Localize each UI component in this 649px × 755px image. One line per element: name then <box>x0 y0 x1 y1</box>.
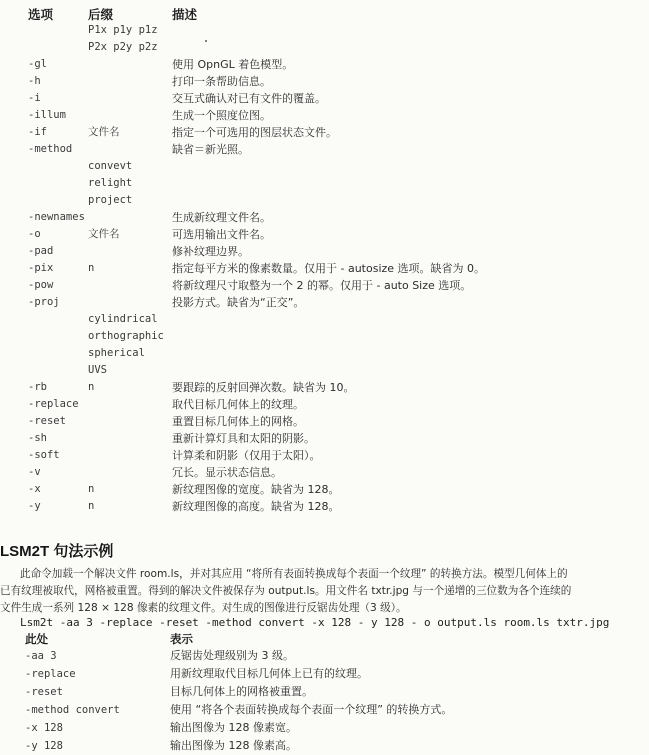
description-cell: 生成一个照度位图。 <box>172 109 271 122</box>
option-cell: -v <box>28 466 41 478</box>
table-row <box>0 39 649 56</box>
table-row <box>0 328 649 345</box>
table-row <box>0 107 649 124</box>
suffix-cell: 文件名 <box>88 126 120 138</box>
suffix-cell: n <box>88 262 95 274</box>
example-here-cell: -x 128 <box>25 722 63 734</box>
suffix-cell: n <box>88 381 95 393</box>
example-means-cell: 输出图像为 128 像素宽。 <box>170 721 297 734</box>
option-cell: -method <box>28 143 73 155</box>
description-cell: 要跟踪的反射回弹次数。缺省为 10。 <box>172 381 355 394</box>
table-row <box>0 175 649 192</box>
table-row <box>0 192 649 209</box>
option-cell: -reset <box>28 415 66 427</box>
paragraph-line-1: 此命令加载一个解决文件 room.ls，并对其应用 “将所有表面转换成每个表面一个纹理” 的转换方法。模型几何体上的 <box>20 568 568 580</box>
table-row <box>0 158 649 175</box>
example-means-cell: 使用 “将各个表面转换成每个表面一个纹理” 的转换方式。 <box>170 703 453 716</box>
suffix-cell: n <box>88 483 95 495</box>
option-cell: -pow <box>28 279 54 291</box>
suffix-cell: 文件名 <box>88 228 120 240</box>
description-cell: 取代目标几何体上的纹理。 <box>172 398 304 411</box>
option-cell: -proj <box>28 296 60 308</box>
table-row <box>0 294 649 311</box>
option-cell: -o <box>28 228 41 240</box>
example-means-cell: 用新纹理取代目标几何体上已有的纹理。 <box>170 667 368 680</box>
suffix-cell: P2x p2y p2z <box>88 41 158 53</box>
suffix-cell: spherical <box>88 347 145 359</box>
description-cell: 重置目标几何体上的网格。 <box>172 415 304 428</box>
example-row <box>0 683 649 701</box>
table-row <box>0 226 649 243</box>
table-row <box>0 345 649 362</box>
option-cell: -replace <box>28 398 79 410</box>
example-row <box>0 719 649 737</box>
table-row <box>0 141 649 158</box>
example-row <box>0 665 649 683</box>
description-cell: 将新纹理尺寸取整为一个 2 的幂。仅用于 - auto Size 选项。 <box>172 279 472 292</box>
table-row <box>0 90 649 107</box>
example-header-here: 此处 <box>25 632 48 646</box>
paragraph-line-2: 已有纹理被取代，网格被重置。得到的解决文件被保存为 output.ls。用文件名 txtr.jpg 与一个递增的三位数为各个连续的 <box>0 585 572 597</box>
option-cell: -y <box>28 500 41 512</box>
suffix-cell: n <box>88 500 95 512</box>
option-cell: -pad <box>28 245 54 257</box>
description-cell: 投影方式。缺省为“正交”。 <box>172 296 305 309</box>
example-here-cell: -reset <box>25 686 63 698</box>
description-cell: 指定每平方米的像素数量。仅用于 - autosize 选项。缺省为 0。 <box>172 262 486 275</box>
description-cell: 重新计算灯具和太阳的阴影。 <box>172 432 315 445</box>
suffix-cell: convevt <box>88 160 133 172</box>
description-cell: 指定一个可选用的图层状态文件。 <box>172 126 337 139</box>
example-here-cell: -replace <box>25 668 76 680</box>
description-cell: 计算柔和阴影（仅用于太阳）。 <box>172 449 321 462</box>
option-cell: -pix <box>28 262 54 274</box>
paragraph-line-3: 文件生成一系列 128 × 128 像素的纹理文件。对生成的图像进行反锯齿处理（3 级）。 <box>0 602 407 614</box>
table-row <box>0 379 649 396</box>
example-here-cell: -y 128 <box>25 740 63 752</box>
example-here-cell: -aa 3 <box>25 650 57 662</box>
suffix-cell: P1x p1y p1z <box>88 24 158 36</box>
example-command: Lsm2t -aa 3 -replace -reset -method convert -x 128 - y 128 - o output.ls room.ls txtr.jpg <box>20 616 610 629</box>
table-row <box>0 481 649 498</box>
option-cell: -sh <box>28 432 47 444</box>
section-title: LSM2T 句法示例 <box>0 543 114 560</box>
option-cell: -rb <box>28 381 47 393</box>
suffix-cell: UVS <box>88 364 107 376</box>
description-cell: 缺省＝新光照。 <box>172 143 249 156</box>
example-row <box>0 737 649 755</box>
header-description: 描述 <box>172 7 198 22</box>
example-means-cell: 反锯齿处理级别为 3 级。 <box>170 649 294 662</box>
option-cell: -i <box>28 92 41 104</box>
table-row <box>0 464 649 481</box>
description-cell: 交互式确认对已有文件的覆盖。 <box>172 92 326 105</box>
table-row <box>0 22 649 39</box>
table-row <box>0 498 649 515</box>
suffix-cell: orthographic <box>88 330 164 342</box>
table-row <box>0 243 649 260</box>
suffix-cell: relight <box>88 177 133 189</box>
option-cell: -if <box>28 126 47 138</box>
example-row <box>0 647 649 665</box>
example-header-means: 表示 <box>170 632 193 646</box>
example-row <box>0 701 649 719</box>
table-row <box>0 209 649 226</box>
table-row <box>0 413 649 430</box>
option-cell: -x <box>28 483 41 495</box>
table-row <box>0 277 649 294</box>
suffix-cell: cylindrical <box>88 313 158 325</box>
description-cell: 打印一条帮助信息。 <box>172 75 271 88</box>
option-cell: -gl <box>28 58 47 70</box>
description-cell: 生成新纹理文件名。 <box>172 211 271 224</box>
example-means-cell: 目标几何体上的网格被重置。 <box>170 685 313 698</box>
table-row <box>0 73 649 90</box>
table-row <box>0 396 649 413</box>
description-cell: 新纹理图像的宽度。缺省为 128。 <box>172 483 340 496</box>
description-cell: 可选用输出文件名。 <box>172 228 271 241</box>
description-cell: 冗长。显示状态信息。 <box>172 466 282 479</box>
example-here-cell: -method convert <box>25 704 120 716</box>
option-cell: -soft <box>28 449 60 461</box>
table-row <box>0 447 649 464</box>
table-row <box>0 430 649 447</box>
table-row <box>0 56 649 73</box>
table-row <box>0 124 649 141</box>
suffix-cell: project <box>88 194 133 206</box>
option-cell: -h <box>28 75 41 87</box>
header-option: 选项 <box>28 7 54 22</box>
description-cell: 修补纹理边界。 <box>172 245 249 258</box>
option-cell: -illum <box>28 109 66 121</box>
example-means-cell: 输出图像为 128 像素高。 <box>170 739 297 752</box>
table-row <box>0 311 649 328</box>
header-suffix: 后缀 <box>88 7 114 22</box>
description-cell: 新纹理图像的高度。缺省为 128。 <box>172 500 340 513</box>
table-row <box>0 260 649 277</box>
table-row <box>0 362 649 379</box>
option-cell: -newnames <box>28 211 85 223</box>
description-cell: 使用 OpnGL 着色模型。 <box>172 58 294 71</box>
